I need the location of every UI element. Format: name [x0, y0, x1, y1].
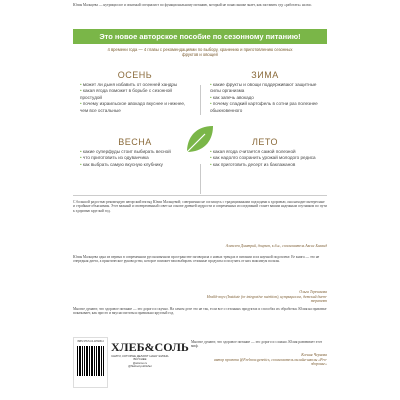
season-item: • какие суперфуды стоит выбирать весной	[80, 149, 190, 155]
review-signature-2-name: Ольга Терешкова	[299, 290, 327, 294]
barcode-icon	[74, 338, 107, 387]
season-title: ЗИМА	[251, 70, 279, 80]
season-item: • как надолго сохранить урожай молодого редиса	[210, 155, 320, 161]
season-item: • как выбрать самую вкусную клубнику	[80, 162, 190, 168]
isbn: ISBN 978-5-04-115908-4	[77, 340, 104, 343]
season-item: • что приготовить из одуванчика	[80, 155, 190, 161]
publisher-line: @eksmo.ru	[132, 360, 148, 365]
season-item: • как приготовить десерт из баклажанов	[210, 162, 320, 168]
divider-vertical-bottom	[200, 164, 201, 194]
season-item: • может ли дыня избавить от осенней хандры	[80, 82, 190, 88]
season-item: • какая ягода поможет в борьбе с сезонной простудой	[80, 88, 190, 101]
review-text-4: Многие думают, что здоровое питание — это дорого и сложно. Юлия развеивает этот миф.	[191, 340, 323, 349]
season-autumn	[80, 70, 190, 114]
season-spring	[80, 137, 190, 168]
season-item: • почему сладкий картофель в сотни раз полезнее обыкновенного	[210, 101, 320, 114]
review-text-1: С большой радостью рекомендую авторский взгляд Юлии Мальцевой; совершенно не соглашусь с традиционными подходами к здоровью, она находит интересные и стройные объяснения. Этот важный и своевременный совет на основе древней мудрости и современных исследований станет вашим надежным спутником по пути к здоровью круглый год.	[73, 200, 327, 213]
review-signature-3-title: автор проекта @Feelnow.genetics, сооснователь онлайн-школы «Pro-здоровье»	[213, 358, 327, 367]
intro-text: Юлия Мальцева — нутрициолог и опытный специалист по функциональному питанию, который не понаслышке знает, как заставить еду «работать» на вас.	[73, 3, 313, 7]
divider-vertical-top	[200, 85, 201, 115]
divider-horizontal	[73, 195, 327, 196]
publisher-logo: ХЛЕБ&СОЛЬ	[111, 340, 189, 354]
review-signature-3-name: Ксения Чернова	[301, 353, 327, 357]
review-signature-2-title: Health-коуч (Institute for integrative nutrition), нутрициолог, детский диет-терапевт	[206, 295, 327, 304]
leaf-icon	[183, 122, 217, 156]
publisher-line: @hlebsol.publisher	[128, 364, 152, 369]
season-item: • какие фрукты и овощи поддерживают защитные силы организма	[210, 82, 320, 95]
review-signature-1: Алексеев Дмитрий, доцент, к.б.н., сооснователь Аксис Баланд	[225, 244, 327, 248]
season-item: • как запечь авокадо	[210, 95, 320, 101]
season-title: ВЕСНА	[118, 137, 152, 147]
season-title: ОСЕНЬ	[117, 70, 153, 80]
review-text-3: Многие думают, что здоровое питание — это дорого и скучно. На самом деле это не так, если все о сезонных продуктах и способах их обработки. Юлия на практике показывает, как просто и вкусно питаться правильно круглый год.	[73, 307, 327, 316]
season-title: ЛЕТО	[251, 137, 278, 147]
publisher-line: КНИГИ, КОТОРЫЕ ДЕЛАЮТ НАШУ ЖИЗНЬ ВКУСНЕЕ	[111, 354, 169, 362]
season-item: • почему израильское авокадо вкуснее и нежнее, чем все остальные	[80, 101, 190, 114]
season-item: • какая ягода считается самой полезной	[210, 149, 320, 155]
season-summer	[210, 137, 320, 168]
publisher-block	[111, 340, 189, 369]
season-winter	[210, 70, 320, 114]
subtitle: 4 времени года — 4 главы с рекомендациями по выбору, хранению и приготовлению сезонных фруктов и овощей	[107, 47, 293, 57]
banner: Это новое авторское пособие по сезонному питанию!	[73, 29, 327, 44]
barcode	[73, 337, 108, 388]
review-text-2: Юлия Мальцева одна из первых в современном русскоязычном пространстве заговорила о новых трендах в питании и их научной подоплеке. Ее книга — это не очередная диета, а практическое руководство, которое поможет вам выбирать сезонные продукты и получать от них максимум пользы.	[73, 255, 320, 264]
